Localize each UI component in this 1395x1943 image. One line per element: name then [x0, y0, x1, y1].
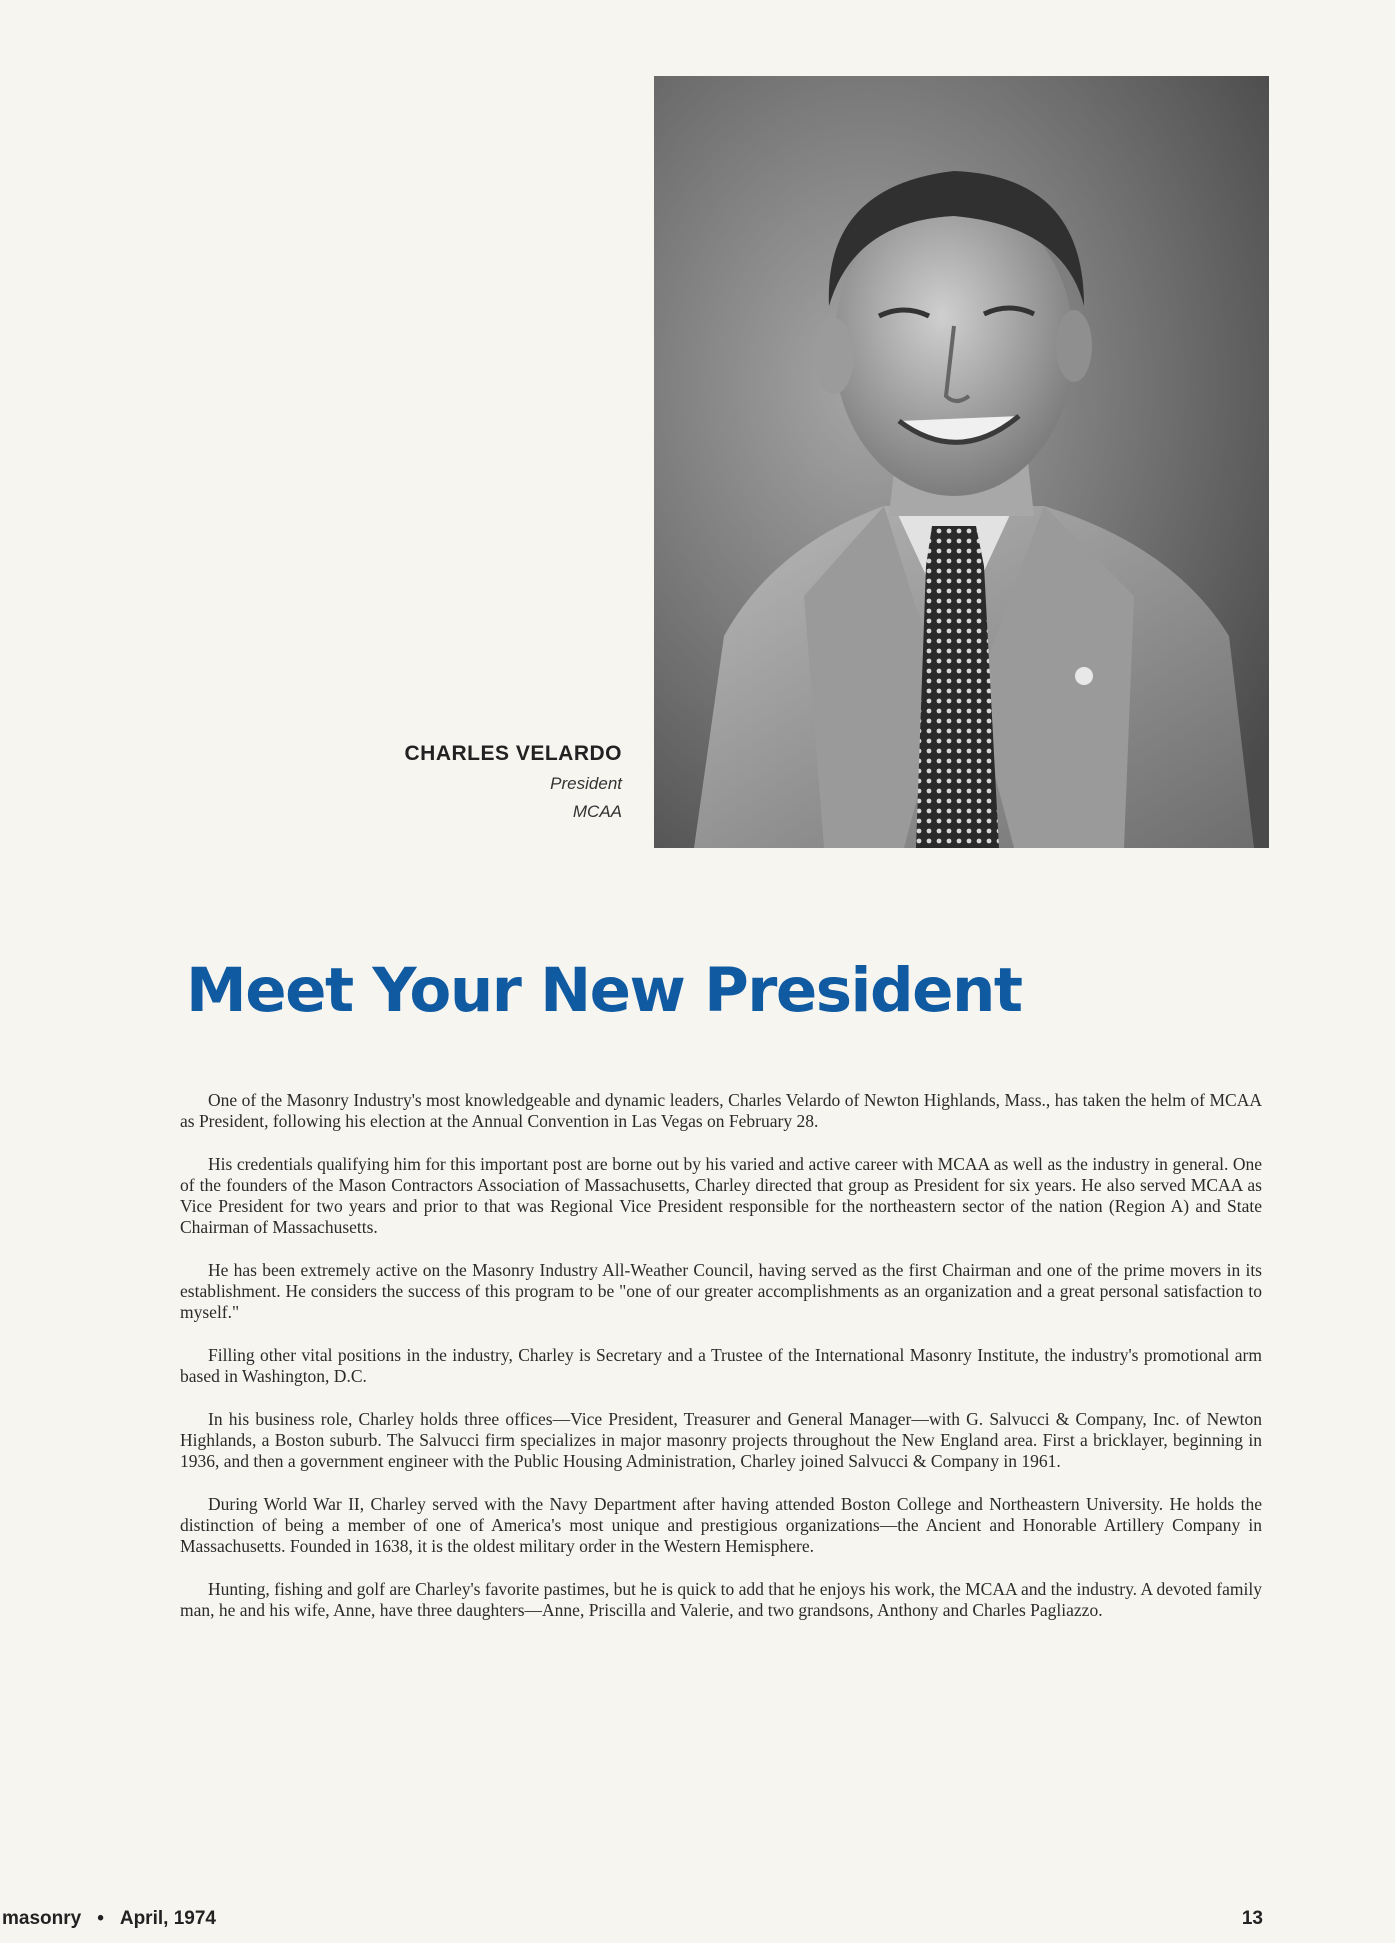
- caption-organization: MCAA: [572, 802, 622, 821]
- portrait-icon: [654, 76, 1269, 848]
- paragraph: One of the Masonry Industry's most knowledgeable and dynamic leaders, Charles Velardo of Newton Highlands, Mass., has taken the helm of MCAA as President, following his election at the Annual Convention in Las Vegas on February 28.: [180, 1090, 1262, 1131]
- paragraph: Hunting, fishing and golf are Charley's favorite pastimes, but he is quick to add that he enjoys his work, the MCAA and the industry. A devoted family man, he and his wife, Anne, have three daughters—Anne, Priscilla and Valerie, and two grandsons, Anthony and Charles Pagliazzo.: [180, 1579, 1262, 1620]
- article-body: [180, 1090, 1262, 1643]
- page-number: 13: [1241, 1908, 1263, 1929]
- footer-publication-info: [2, 1908, 216, 1930]
- paragraph: In his business role, Charley holds three offices—Vice President, Treasurer and General Manager—with G. Salvucci & Company, Inc. of Newton Highlands, a Boston suburb. The Salvucci firm specializes in major masonry projects throughout the New England area. First a bricklayer, beginning in 1936, and then a government engineer with the Public Housing Administration, Charley joined Salvucci & Company in 1961.: [180, 1409, 1262, 1471]
- bullet-separator: •: [97, 1908, 104, 1929]
- issue-date: April, 1974: [119, 1908, 216, 1929]
- article-headline: Meet Your New President: [186, 955, 1022, 1026]
- portrait-photo: [654, 76, 1269, 848]
- paragraph: Filling other vital positions in the industry, Charley is Secretary and a Trustee of the International Masonry Institute, the industry's promotional arm based in Washington, D.C.: [180, 1345, 1262, 1386]
- paragraph: His credentials qualifying him for this important post are borne out by his varied and active career with MCAA as well as the industry in general. One of the founders of the Mason Contractors Association of Massachusetts, Charley directed that group as President for six years. He also served MCAA as Vice President for two years and prior to that was Regional Vice President responsible for the northeastern sector of the nation (Region A) and State Chairman of Massachusetts.: [180, 1154, 1262, 1237]
- caption-name: CHARLES VELARDO: [404, 742, 622, 765]
- photo-caption: [360, 742, 622, 830]
- paragraph: He has been extremely active on the Masonry Industry All-Weather Council, having served as the first Chairman and one of the prime movers in its establishment. He considers the success of this program to be "one of our greater accomplishments as an organization and a great personal satisfaction to myself.": [180, 1260, 1262, 1322]
- caption-title: President: [550, 774, 622, 793]
- paragraph: During World War II, Charley served with the Navy Department after having attended Boston College and Northeastern University. He holds the distinction of being a member of one of America's most unique and prestigious organizations—the Ancient and Honorable Artillery Company in Massachusetts. Founded in 1638, it is the oldest military order in the Western Hemisphere.: [180, 1494, 1262, 1556]
- publication-name: masonry: [2, 1908, 82, 1929]
- page-footer: [0, 1908, 1395, 1938]
